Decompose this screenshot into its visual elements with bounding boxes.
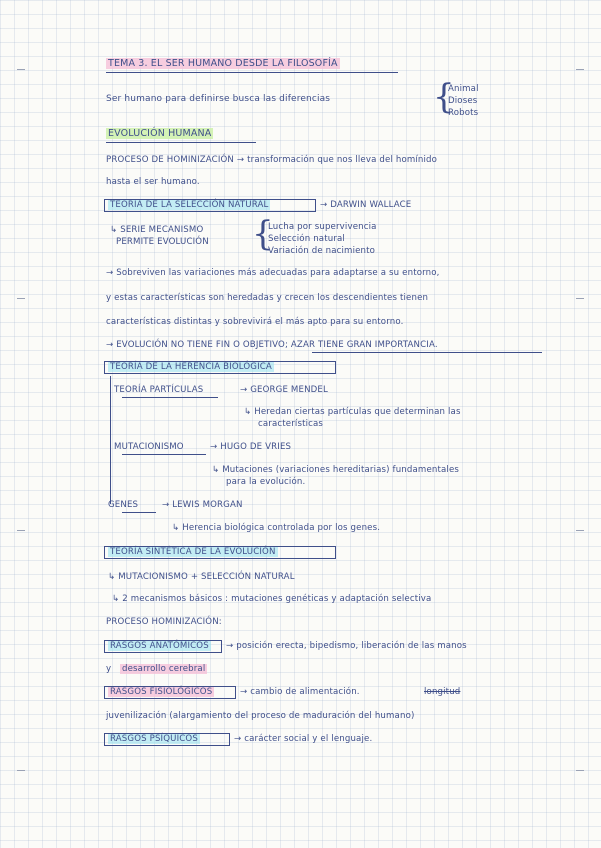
margin-mark xyxy=(576,69,584,70)
rasgos-fisiologicos-label-text: RASGOS FISIOLÓGICOS xyxy=(110,687,213,697)
herencia-b1-label: TEORÍA PARTÍCULAS xyxy=(114,385,204,395)
herencia-b3-label: GENES xyxy=(108,500,139,510)
herencia-b3-desc: ↳ Herencia biológica controlada por los genes. xyxy=(172,523,381,533)
intro-item-dioses: Dioses xyxy=(448,96,478,106)
margin-mark xyxy=(17,530,25,531)
herencia-b1-author: → GEORGE MENDEL xyxy=(240,385,328,395)
herencia-b2-label: MUTACIONISMO xyxy=(114,442,184,452)
margin-mark xyxy=(17,69,25,70)
rasgos-anatomicos-text-2a: y xyxy=(106,664,112,674)
herencia-b2-author: → HUGO DE VRIES xyxy=(210,442,292,452)
darwin-heading xyxy=(108,200,270,210)
rasgos-fisiologicos-label xyxy=(108,687,214,697)
darwin-right-1: Lucha por supervivencia xyxy=(268,222,377,232)
page-title-text: TEMA 3. EL SER HUMANO DESDE LA FILOSOFÍA xyxy=(108,58,338,69)
darwin-paragraph-2: y estas características son heredadas y crecen los descendientes tienen xyxy=(106,293,429,303)
page-title xyxy=(106,58,340,69)
margin-mark xyxy=(576,770,584,771)
darwin-heading-text: TEORIA DE LA SELECCIÓN NATURAL xyxy=(110,200,269,210)
herencia-b1-desc-1: ↳ Heredan ciertas partículas que determinan las xyxy=(244,407,461,417)
rasgos-psiquicos-label xyxy=(108,734,200,744)
evolucion-heading xyxy=(106,128,213,139)
rasgos-psiquicos-label-text: RASGOS PSÍQUICOS xyxy=(110,734,198,744)
margin-mark xyxy=(17,770,25,771)
sintetica-heading-text: TEORÍA SINTÉTICA DE LA EVOLUCIÓN xyxy=(110,547,276,557)
evolucion-line-2: hasta el ser humano. xyxy=(106,177,200,187)
intro-item-robots: Robots xyxy=(448,108,479,118)
darwin-right-3: Variación de nacimiento xyxy=(268,246,376,256)
rasgos-psiquicos-text: → carácter social y el lenguaje. xyxy=(234,734,373,744)
herencia-b3-underline xyxy=(122,512,156,513)
rasgos-fisiologicos-strike: longitud xyxy=(424,687,461,697)
sintetica-line-1: ↳ MUTACIONISMO + SELECCIÓN NATURAL xyxy=(108,572,295,582)
darwin-left-2: PERMITE EVOLUCIÓN xyxy=(116,237,209,247)
darwin-brace: { xyxy=(252,214,274,254)
herencia-heading xyxy=(108,362,274,372)
rasgos-fisiologicos-text-2: juvenilización (alargamiento del proceso de maduración del humano) xyxy=(106,711,415,721)
herencia-heading-text: TEORÍA DE LA HERENCIA BIOLÓGICA xyxy=(110,362,272,372)
darwin-left-1: ↳ SERIE MECANISMO xyxy=(110,225,204,235)
intro-text: Ser humano para definirse busca las diferencias xyxy=(106,94,331,104)
margin-mark xyxy=(17,298,25,299)
rasgos-anatomicos-label-text: RASGOS ANATÓMICOS xyxy=(110,641,209,651)
rasgos-anatomicos-text: → posición erecta, bipedismo, liberación de las manos xyxy=(226,641,467,651)
darwin-paragraph-4: → EVOLUCIÓN NO TIENE FIN O OBJETIVO; AZAR TIENE GRAN IMPORTANCIA. xyxy=(106,340,438,350)
intro-item-animal: Animal xyxy=(448,84,479,94)
intro-brace: { xyxy=(433,77,455,117)
darwin-author: → DARWIN WALLACE xyxy=(320,200,412,210)
margin-mark xyxy=(576,298,584,299)
evolucion-underline xyxy=(106,142,256,143)
sintetica-heading xyxy=(108,547,278,557)
sintetica-line-2: ↳ 2 mecanismos básicos : mutaciones genéticas y adaptación selectiva xyxy=(112,594,432,604)
herencia-b1-underline xyxy=(122,397,218,398)
herencia-b2-underline xyxy=(122,454,206,455)
rasgos-fisiologicos-text: → cambio de alimentación. xyxy=(240,687,360,697)
darwin-p4-underline xyxy=(312,352,542,353)
herencia-tree-line xyxy=(110,376,111,504)
herencia-b1-desc-2: características xyxy=(258,419,324,429)
evolucion-heading-text: EVOLUCIÓN HUMANA xyxy=(108,128,212,139)
title-underline xyxy=(106,72,398,73)
desarrollo-cerebral-text: desarrollo cerebral xyxy=(122,664,206,674)
darwin-paragraph-3: características distintas y sobrevivirá el más apto para su entorno. xyxy=(106,317,404,327)
rasgos-anatomicos-label xyxy=(108,641,211,651)
herencia-b3-author: → LEWIS MORGAN xyxy=(162,500,243,510)
evolucion-line-1: PROCESO DE HOMINIZACIÓN → transformación que nos lleva del homínido xyxy=(106,155,438,165)
herencia-b2-desc-2: para la evolución. xyxy=(226,477,306,487)
rasgos-anatomicos-text-2b xyxy=(120,664,207,674)
darwin-paragraph-1: → Sobreviven las variaciones más adecuadas para adaptarse a su entorno, xyxy=(106,268,440,278)
herencia-b2-desc-1: ↳ Mutaciones (variaciones hereditarias) fundamentales xyxy=(212,465,460,475)
darwin-right-2: Selección natural xyxy=(268,234,345,244)
sintetica-proceso: PROCESO HOMINIZACIÓN: xyxy=(106,617,222,627)
margin-mark xyxy=(576,530,584,531)
